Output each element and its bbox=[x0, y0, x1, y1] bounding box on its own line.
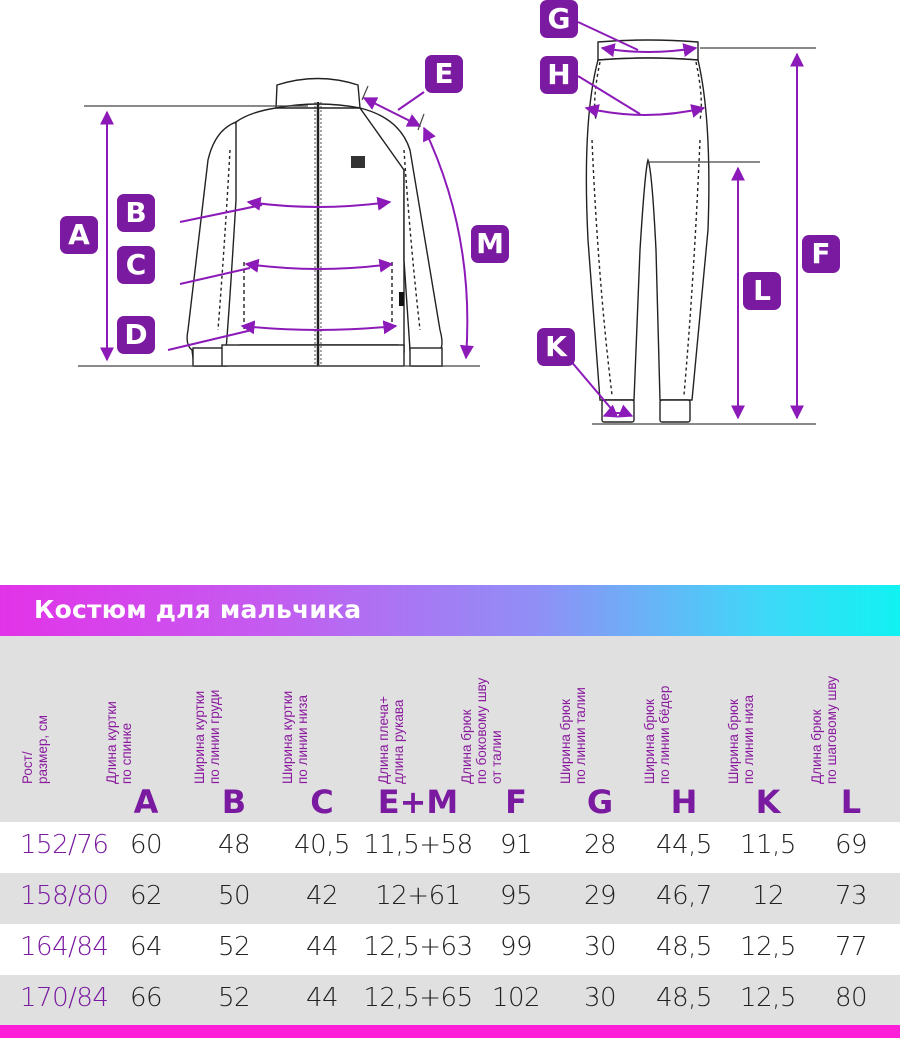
label-h: H bbox=[540, 56, 578, 94]
table-cell: 12,5+63 bbox=[363, 932, 473, 962]
table-cell: 12,5 bbox=[740, 983, 796, 1013]
column-letter: B bbox=[221, 783, 247, 821]
table-cell: 30 bbox=[583, 983, 617, 1013]
jacket-sketch bbox=[187, 79, 442, 367]
table-cell: 52 bbox=[217, 932, 251, 962]
column-letter: E+M bbox=[377, 783, 459, 821]
measurement-diagram bbox=[0, 0, 900, 440]
label-c: C bbox=[117, 246, 155, 284]
table-cell: 69 bbox=[834, 830, 868, 860]
label-e: E bbox=[425, 55, 463, 93]
size-cell: 164/84 bbox=[20, 932, 109, 962]
table-cell: 99 bbox=[499, 932, 533, 962]
column-letter: K bbox=[755, 783, 781, 821]
label-f: F bbox=[802, 235, 840, 273]
table-row bbox=[0, 924, 900, 975]
table-row bbox=[0, 822, 900, 873]
table-cell: 77 bbox=[834, 932, 868, 962]
table-cell: 11,5 bbox=[740, 830, 796, 860]
table-cell: 60 bbox=[129, 830, 163, 860]
table-cell: 44 bbox=[305, 932, 339, 962]
column-desc-text: Ширина куртки по линии низа bbox=[280, 690, 310, 784]
table-cell: 40,5 bbox=[294, 830, 350, 860]
column-desc-text: Длина куртки по спинке bbox=[104, 701, 134, 784]
size-cell: 158/80 bbox=[20, 881, 109, 911]
label-d: D bbox=[117, 316, 155, 354]
column-letter: C bbox=[310, 783, 334, 821]
column-desc-text: Длина брюк по шаговому шву bbox=[809, 676, 839, 784]
size-cell: 152/76 bbox=[20, 830, 109, 860]
column-desc-text: Ширина куртки по линии груди bbox=[192, 689, 222, 784]
table-cell: 48,5 bbox=[656, 983, 712, 1013]
column-letter: L bbox=[840, 783, 862, 821]
table-cell: 80 bbox=[834, 983, 868, 1013]
table-title-banner bbox=[0, 585, 900, 636]
table-cell: 52 bbox=[217, 983, 251, 1013]
table-cell: 62 bbox=[129, 881, 163, 911]
table-cell: 50 bbox=[217, 881, 251, 911]
table-cell: 64 bbox=[129, 932, 163, 962]
table-cell: 66 bbox=[129, 983, 163, 1013]
table-cell: 73 bbox=[834, 881, 868, 911]
column-desc-text: Ширина брюк по линии талии bbox=[558, 687, 588, 784]
table-row bbox=[0, 975, 900, 1026]
table-cell: 12,5+65 bbox=[363, 983, 473, 1013]
table-cell: 46,7 bbox=[656, 881, 712, 911]
column-desc-text: Ширина брюк по линии бёдер bbox=[642, 685, 672, 784]
table-cell: 48,5 bbox=[656, 932, 712, 962]
label-k: K bbox=[537, 328, 575, 366]
pants-sketch bbox=[586, 40, 709, 422]
column-desc-text: Длина брюк по боковому шву от талии bbox=[459, 677, 504, 784]
table-header bbox=[0, 636, 900, 822]
column-letter: F bbox=[505, 783, 527, 821]
table-cell: 42 bbox=[305, 881, 339, 911]
label-g: G bbox=[540, 0, 578, 38]
bottom-accent-bar bbox=[0, 1025, 900, 1038]
label-b: B bbox=[117, 194, 155, 232]
column-desc-text: Длина плеча+ длина рукава bbox=[376, 696, 406, 784]
column-letter: G bbox=[586, 783, 614, 821]
table-cell: 48 bbox=[217, 830, 251, 860]
table-row bbox=[0, 873, 900, 924]
column-desc-text: Ширина брюк по линии низа bbox=[726, 695, 756, 784]
table-cell: 28 bbox=[583, 830, 617, 860]
table-cell: 95 bbox=[499, 881, 533, 911]
table-cell: 29 bbox=[583, 881, 617, 911]
table-cell: 12,5 bbox=[740, 932, 796, 962]
table-cell: 30 bbox=[583, 932, 617, 962]
size-header-text: Рост/ размер, см bbox=[20, 715, 50, 784]
size-cell: 170/84 bbox=[20, 983, 109, 1013]
label-a: A bbox=[60, 216, 98, 254]
table-title: Костюм для мальчика bbox=[34, 595, 362, 624]
label-l: L bbox=[743, 272, 781, 310]
table-cell: 11,5+58 bbox=[363, 830, 473, 860]
table-cell: 44 bbox=[305, 983, 339, 1013]
label-m: M bbox=[471, 225, 509, 263]
column-letter: A bbox=[133, 783, 159, 821]
column-letter: H bbox=[670, 783, 698, 821]
table-cell: 44,5 bbox=[656, 830, 712, 860]
table-cell: 12+61 bbox=[375, 881, 461, 911]
table-cell: 102 bbox=[491, 983, 541, 1013]
table-cell: 91 bbox=[499, 830, 533, 860]
table-cell: 12 bbox=[751, 881, 785, 911]
